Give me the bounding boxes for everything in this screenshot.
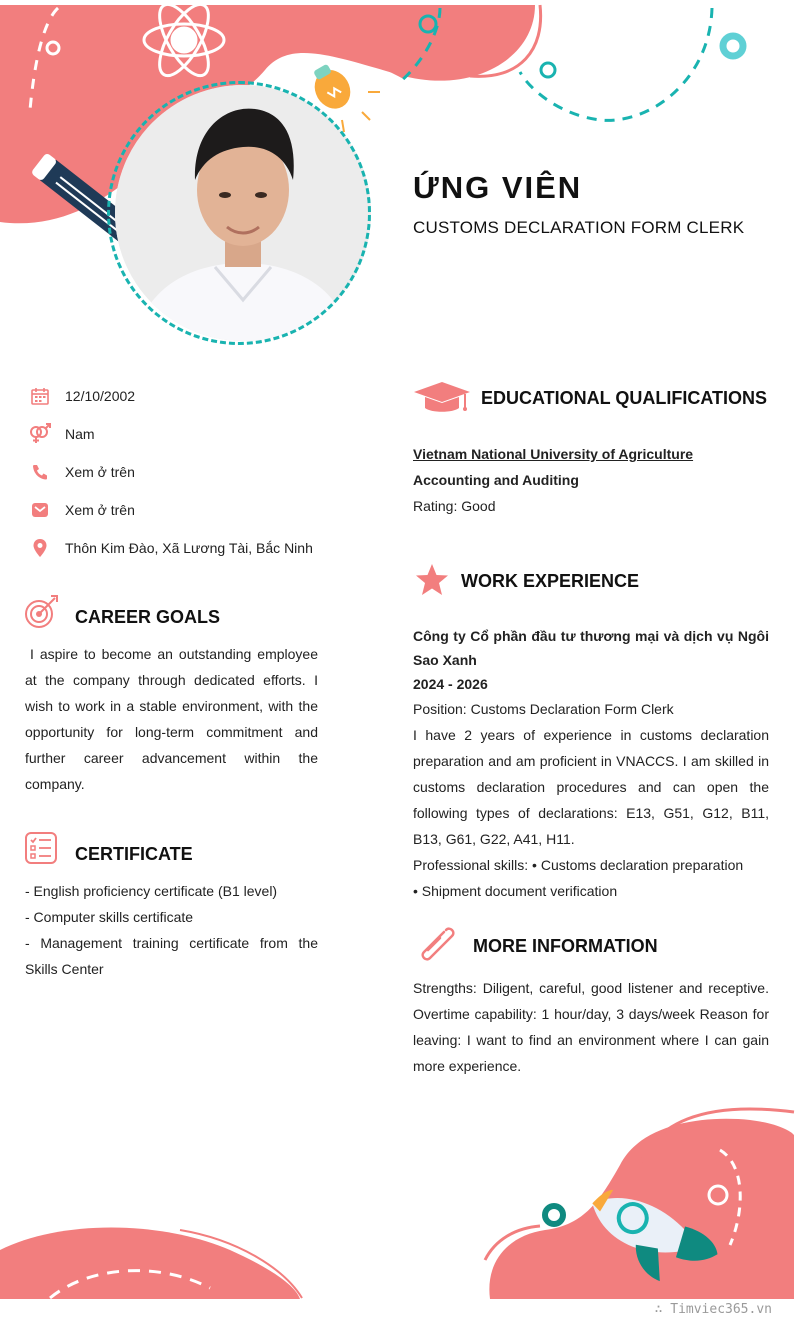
phone-value[interactable]: Xem ở trên: [65, 464, 135, 480]
job-title: CUSTOMS DECLARATION FORM CLERK: [413, 218, 745, 237]
dob-value: 12/10/2002: [65, 388, 136, 404]
email-row: [25, 499, 135, 521]
certificate-item: - Computer skills certificate: [25, 909, 194, 925]
work-experience-title: WORK EXPERIENCE: [461, 571, 640, 591]
company-name: Công ty Cổ phần đầu tư thương mại và dịch vụ Ngôi Sao Xanh: [413, 628, 769, 668]
address-row: [25, 537, 313, 559]
education-title: EDUCATIONAL QUALIFICATIONS: [481, 388, 767, 408]
paperclip-icon: [416, 924, 458, 971]
star-icon: [414, 562, 450, 603]
work-skills-2: • Shipment document verification: [413, 883, 618, 899]
certificate-item: - English proficiency certificate (B1 level): [25, 883, 278, 899]
career-goals-title: CAREER GOALS: [75, 607, 221, 627]
work-experience-body: [413, 624, 769, 904]
certificate-list: [25, 878, 318, 982]
work-position: Position: Customs Declaration Form Clerk: [413, 701, 674, 717]
email-icon: [25, 499, 55, 521]
dob-row: [25, 385, 135, 407]
target-icon: [23, 594, 59, 635]
more-information-text: Strengths: Diligent, careful, good listener and receptive. Overtime capability: 1 hour/day, 3 days/week Reason for leaving: I want to find an environment where I can gain more experience.: [413, 980, 769, 1074]
education-rating: Rating: Good: [413, 498, 496, 514]
gender-icon: [25, 423, 55, 445]
work-description: I have 2 years of experience in customs declaration preparation and am proficient in VNACCS. I am skilled in customs declaration procedures and can open the following types of declarations: E13, G51, G12, B11, B13, G61, G22, A41, H11.: [413, 727, 769, 847]
more-information-title: MORE INFORMATION: [473, 936, 658, 956]
major-name: Accounting and Auditing: [413, 472, 579, 488]
footer-brand[interactable]: ∴ Timviec365.vn: [654, 1302, 772, 1317]
school-name[interactable]: Vietnam National University of Agriculture: [413, 446, 694, 462]
career-goals-text: I aspire to become an outstanding employee at the company through dedicated efforts. I wish to work in a stable environment, with the opportunity for long-term commitment and further career advancement within the company.: [25, 646, 318, 792]
calendar-icon: [25, 385, 55, 407]
location-pin-icon: [25, 537, 55, 559]
gender-row: [25, 423, 95, 445]
certificate-item: - Management training certificate from the Skills Center: [25, 935, 318, 977]
work-skills: Professional skills: • Customs declaration preparation: [413, 857, 744, 873]
phone-icon: [25, 461, 55, 483]
phone-row: [25, 461, 135, 483]
candidate-name: ỨNG VIÊN: [413, 170, 583, 205]
graduation-cap-icon: [413, 380, 471, 421]
checklist-icon: [24, 831, 58, 870]
address-value: Thôn Kim Đào, Xã Lương Tài, Bắc Ninh: [65, 540, 313, 556]
profile-photo-ring: [107, 81, 371, 345]
email-value[interactable]: Xem ở trên: [65, 502, 135, 518]
certificate-title: CERTIFICATE: [75, 844, 193, 864]
gender-value: Nam: [65, 426, 95, 442]
education-body: [413, 441, 769, 519]
work-period: 2024 - 2026: [413, 676, 488, 692]
